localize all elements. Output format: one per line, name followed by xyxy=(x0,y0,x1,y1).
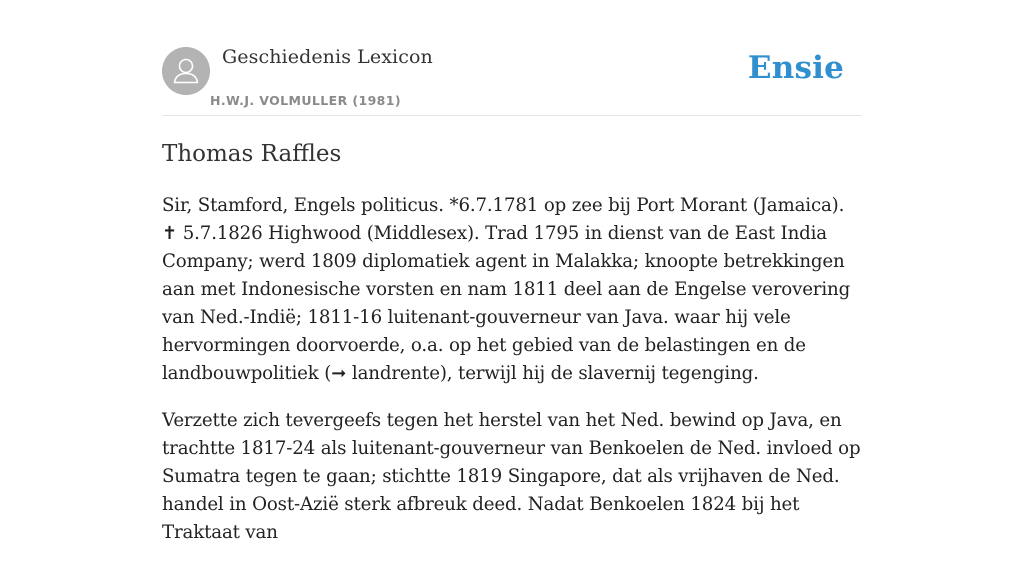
page xyxy=(162,0,862,543)
user-icon xyxy=(162,47,210,95)
brand-logo[interactable]: Ensie xyxy=(747,50,844,86)
source-title[interactable]: Geschiedenis Lexicon xyxy=(222,46,433,68)
article-body xyxy=(162,192,862,566)
avatar[interactable] xyxy=(162,47,210,95)
source-header xyxy=(162,0,862,116)
source-author[interactable]: H.W.J. VOLMULLER (1981) xyxy=(210,93,401,108)
article-paragraph-1: Sir, Stamford, Engels politicus. *6.7.1781 op zee bij Port Morant (Jamaica). ✝ 5.7.1826 Highwood (Middlesex). Trad 1795 in dienst van de East India Company; werd 1809 diplomatiek agent in Malakka; knoopte betrekkingen aan met Indonesische vorsten en nam 1811 deel aan de Engelse verovering van Ned.-Indië; 1811-16 luitenant-gouverneur van Java. waar hij vele hervormingen doorvoerde, o.a. op het gebied van de belastingen en de landbouwpolitiek (➞ landrente), terwijl hij de slavernij tegenging. xyxy=(162,195,851,384)
article-paragraph-2: Verzette zich tevergeefs tegen het herstel van het Ned. bewind op Java, en trachtte 1817-24 als luitenant-gouverneur van Benkoelen de Ned. invloed op Sumatra tegen te gaan; stichtte 1819 Singapore, dat als vrijhaven de Ned. handel in Oost-Azië sterk afbreuk deed. Nadat Benkoelen 1824 bij het Traktaat van xyxy=(162,410,861,543)
page-title: Thomas Raffles xyxy=(162,141,342,167)
